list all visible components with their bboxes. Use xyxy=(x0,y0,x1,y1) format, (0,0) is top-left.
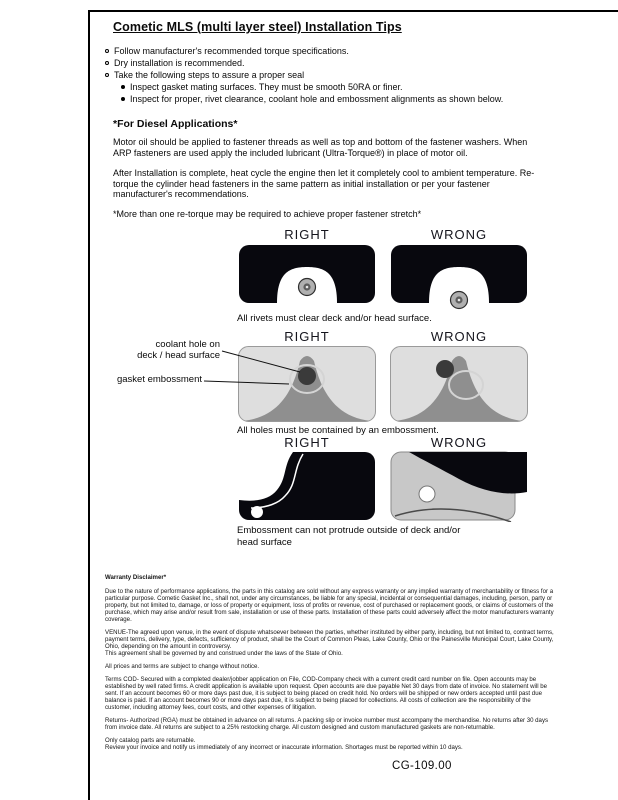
row2-wrong-label: WRONG xyxy=(430,329,488,344)
diesel-heading: *For Diesel Applications* xyxy=(113,118,238,130)
coolant-annotation-line1: coolant hole on xyxy=(155,339,220,350)
row3-wrong-label: WRONG xyxy=(430,435,488,450)
row3-right-label: RIGHT xyxy=(284,435,330,450)
row2-right-label: RIGHT xyxy=(284,329,330,344)
filled-bullet-icon xyxy=(121,85,125,89)
disclaimer-venue: VENUE-The agreed upon venue, in the event of dispute whatsoever between the parties, whether instituted by either party, including, but not limited to, contract terms, payment terms, delivery, type, defects, sufficiency of product, shall be the Court of Common Pleas, Lake County, Ohio or the Painesville Municipal Court, Lake County, Ohio, depending on the amount in controversy. xyxy=(105,629,554,650)
page-border-top xyxy=(88,10,618,12)
bolt-hole xyxy=(251,506,263,518)
row1-wrong-label: WRONG xyxy=(430,227,488,242)
disclaimer-warranty: Due to the nature of performance applications, the parts in this catalog are sold without any express warranty or any implied warranty of merchantability or fitness for a particular purpose. Cometic Gasket Inc., shall not, under any circumstances, be liable for any special, incidental or consequential damages, including, person, party or property, but not limited to, damage, or loss of property or equipment, loss of profits or revenue, cost of purchased or replacement goods, or claims of customers of the purchase, which may arise and/or result from sale, installation or use of these parts. Installation of these parts could adversely affect the motor manufacturers warranty coverage. xyxy=(105,588,554,623)
diagram-row2-wrong xyxy=(389,345,529,423)
disclaimer-terms: Terms COD- Secured with a completed dealer/jobber application on File, COD-Company check with a current credit card number on file. Open accounts may be established by well rated firms. A credit application is available upon request. Open accounts are due payable Net 30 days from date of invoice. No statement will be sent. If an account becomes 60 or more days past due, it is subject to being placed on credit hold. No orders will be shipped or new orders accepted until past due balance is paid. If an account becomes 90 or more days past due, it is subject to being placed for collections. All costs of collection are the responsibility of the customer, including attorney fees, court costs, and other expenses of litigation. xyxy=(105,676,548,711)
tip-subitem xyxy=(121,93,585,105)
bolt-hole xyxy=(419,486,435,502)
open-bullet-icon xyxy=(105,73,109,77)
diagram-row2-right xyxy=(237,345,377,423)
tip-item xyxy=(105,57,585,69)
page-code: CG-109.00 xyxy=(392,760,452,772)
coolant-annotation-line2: deck / head surface xyxy=(137,349,220,361)
disclaimer-prices: All prices and terms are subject to change without notice. xyxy=(105,663,260,670)
coolant-hole-annotation xyxy=(100,340,220,361)
coolant-hole xyxy=(298,367,316,385)
diesel-paragraph-3: *More than one re-torque may be required to achieve proper fastener stretch* xyxy=(113,209,422,219)
tip-text: Dry installation is recommended. xyxy=(114,58,245,68)
embossment-annotation: gasket embossment xyxy=(116,374,202,385)
disclaimer-returns: Returns- Authorized (RGA) must be obtained in advance on all returns. A packing slip or invoice number must accompany the merchandise. No returns after 30 days from invoice date. All returns are subject to a 25% restocking charge. All custom designed and custom manufactured gaskets are non-returnable. xyxy=(105,717,549,731)
tip-text: Inspect gasket mating surfaces. They must be smooth 50RA or finer. xyxy=(130,82,403,92)
disclaimer-heading: Warranty Disclaimer* xyxy=(105,574,167,581)
tip-text: Inspect for proper, rivet clearance, coolant hole and embossment alignments as shown below. xyxy=(130,94,504,104)
disclaimer-governing: This agreement shall be governed by and construed under the laws of the State of Ohio. xyxy=(105,650,343,657)
coolant-hole xyxy=(436,360,454,378)
page-border-left xyxy=(88,10,90,800)
page-title: Cometic MLS (multi layer steel) Installation Tips xyxy=(113,20,402,34)
rivet-dot xyxy=(458,299,461,302)
warranty-disclaimer xyxy=(105,574,557,751)
row1-right-label: RIGHT xyxy=(284,227,330,242)
diesel-paragraph-2: After Installation is complete, heat cycle the engine then let it completely cool to ambient temperature. Re-torque the cylinder head fasteners in the same pattern as initial installation or per your fastener manufacturer's recommendations. xyxy=(113,168,535,199)
disclaimer-review: Review your invoice and notify us immediately of any incorrect or inaccurate information. Shortages must be reported within 10 days. xyxy=(105,744,463,751)
open-bullet-icon xyxy=(105,61,109,65)
row2-caption: All holes must be contained by an embossment. xyxy=(237,425,439,436)
diagram-row1-right xyxy=(237,243,377,311)
diagram-row3-right xyxy=(237,450,377,522)
filled-bullet-icon xyxy=(121,97,125,101)
disclaimer-catalog: Only catalog parts are returnable. xyxy=(105,737,196,744)
rivet-dot xyxy=(306,286,309,289)
tip-text: Follow manufacturer's recommended torque specifications. xyxy=(114,46,349,56)
diesel-paragraph-1: Motor oil should be applied to fastener threads as well as top and bottom of the fastener washers. When ARP fasteners are used apply the included lubricant (Ultra-Torque®) in place of motor oil. xyxy=(113,137,528,158)
diagram-row1-wrong xyxy=(389,243,529,311)
tip-item xyxy=(105,69,585,81)
tip-text: Take the following steps to assure a proper seal xyxy=(114,70,305,80)
row1-caption: All rivets must clear deck and/or head surface. xyxy=(237,313,432,324)
tips-list xyxy=(105,45,585,105)
open-bullet-icon xyxy=(105,49,109,53)
row3-caption: Embossment can not protrude outside of deck and/or head surface xyxy=(237,525,461,548)
diagram-row3-wrong xyxy=(389,450,529,522)
tip-subitem xyxy=(121,81,585,93)
tip-item xyxy=(105,45,585,57)
